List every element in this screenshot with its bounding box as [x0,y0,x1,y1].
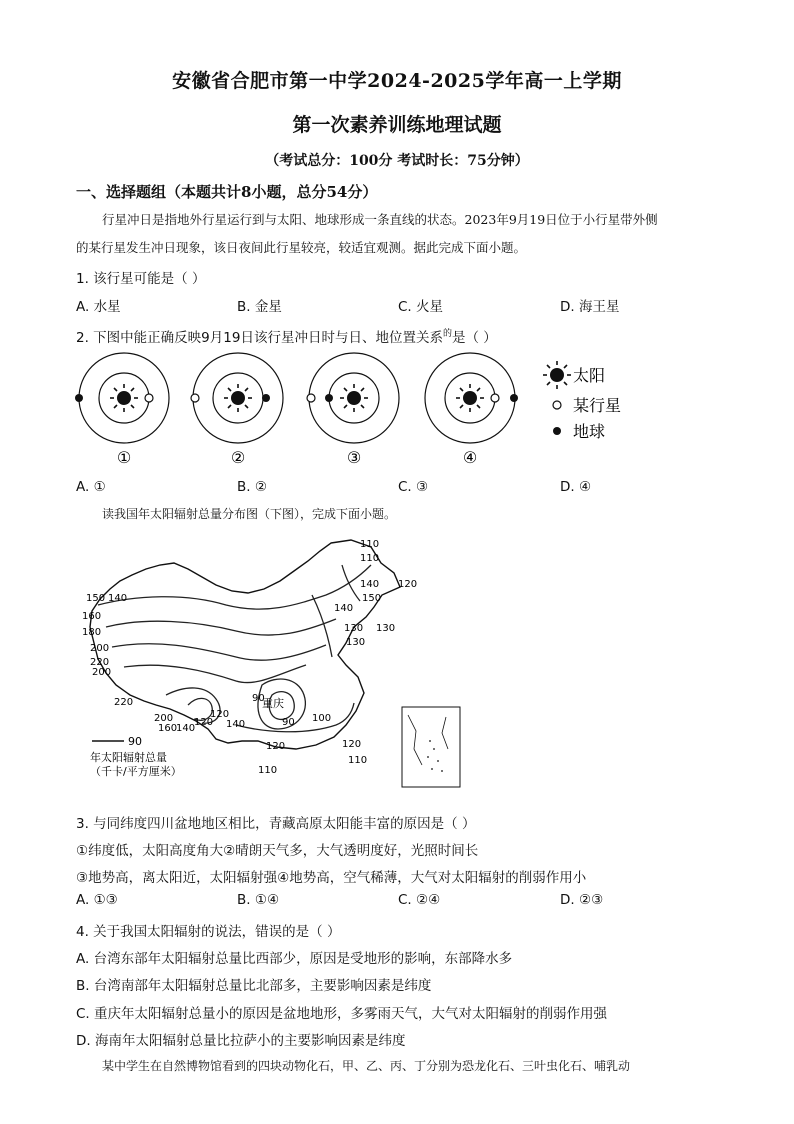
isoline-label: 220 [90,657,110,668]
isoline-label: 220 [114,697,134,708]
isoline-label: 120 [398,579,418,590]
isoline-label: 150 [86,593,106,604]
q3-option-c[interactable]: C. ②④ [398,892,441,908]
q2-option-a[interactable]: A. ① [76,479,106,495]
q1-option-c[interactable]: C. 火星 [398,299,444,315]
exam-info: （考试总分：100分 考试时长：75分钟） [265,153,529,169]
legend-sun: 太阳 [573,366,606,385]
planet-icon [553,401,561,409]
q1-option-b[interactable]: B. 金星 [237,299,282,315]
orbit-diagrams [70,350,650,470]
intro-paragraph-2: 读我国年太阳辐射总量分布图（下图），完成下面小题。 [102,507,397,521]
q3-statement-line-1: ①纬度低，太阳高度角大②晴朗天气多，大气透明度好，光照时间长 [76,843,479,859]
isoline-label: 140 [334,603,354,614]
isoline-label: 130 [346,637,366,648]
q3-option-b[interactable]: B. ①④ [237,892,280,908]
isoline-label: 110 [360,539,380,550]
isoline-label: 90 [282,717,295,728]
isoline-label: 160 [82,611,102,622]
isolines [98,565,371,732]
diagram-1 [75,353,169,443]
q4-option-a[interactable]: A. 台湾东部年太阳辐射总量比西部少，原因是受地形的影响，东部降水多 [76,951,513,967]
q3-option-d[interactable]: D. ②③ [560,892,604,908]
q3-statement-line-2: ③地势高，离太阳近，太阳辐射强④地势高，空气稀薄，大气对太阳辐射的削弱作用小 [76,870,587,886]
map-legend-value: 90 [128,735,142,748]
page-subtitle: 第一次素养训练地理试题 [292,114,502,136]
isoline-label: 110 [258,765,278,776]
isoline-label: 120 [266,741,286,752]
diagram-2 [191,353,283,443]
intro-paragraph-3: 某中学生在自然博物馆看到的四块动物化石，甲、乙、丙、丁分别为恐龙化石、三叶虫化石、哺乳动 [102,1059,631,1073]
earth-icon [553,427,561,435]
q2-option-d[interactable]: D. ④ [560,479,592,495]
diagram-label-2: ② [230,448,246,467]
q4-option-b[interactable]: B. 台湾南部年太阳辐射总量比北部多，主要影响因素是纬度 [76,978,432,994]
diagram-4 [425,353,518,443]
map-legend-title: 年太阳辐射总量 [90,751,167,764]
diagram-legend [543,361,621,441]
question-4-stem: 4. 关于我国太阳辐射的说法，错误的是（ ） [76,924,341,940]
isoline-label: 150 [362,593,382,604]
intro-line: 的某行星发生冲日现象，该日夜间此行星较亮，较适宜观测。据此完成下面小题。 [76,240,527,255]
map-city-chongqing: 重庆 [262,697,284,710]
isoline-label: 120 [342,739,362,750]
legend-planet: 某行星 [573,396,622,415]
q2-option-b[interactable]: B. ② [237,479,267,495]
section-heading: 一、选择题组（本题共计8小题，总分54分） [76,183,378,201]
isoline-label: 200 [92,667,112,678]
map-legend-unit: （千卡/平方厘米） [90,765,182,778]
q4-option-c[interactable]: C. 重庆年太阳辐射总量小的原因是盆地地形，多雾雨天气，大气对太阳辐射的削弱作用强 [76,1006,608,1022]
isoline-label: 120 [210,709,230,720]
diagram-3 [307,353,399,443]
legend-earth: 地球 [573,422,606,441]
isoline-label: 90 [252,693,265,704]
isoline-label: 180 [82,627,102,638]
sun-icon [543,361,571,389]
isoline-label: 130 [344,623,364,634]
question-2-stem: 2. 下图中能正确反映9月19日该行星冲日时与日、地位置关系$^的$是（ ） [76,329,497,346]
page-title: 安徽省合肥市第一中学2024-2025学年高一上学期 [172,70,622,92]
isoline-label: 100 [312,713,332,724]
intro-paragraph-1 [76,206,726,262]
south-china-sea-inset [402,707,460,787]
isoline-label: 110 [360,553,380,564]
isoline-label: 140 [108,593,128,604]
q1-option-d[interactable]: D. 海王星 [560,299,620,315]
isoline-label: 120 [194,717,214,728]
isoline-label: 140 [226,719,246,730]
diagram-label-4: ④ [462,448,478,467]
isoline-label: 140 [360,579,380,590]
diagram-label-1: ① [116,448,132,467]
q1-option-a[interactable]: A. 水星 [76,299,121,315]
isoline-label: 140 [176,723,196,734]
isoline-label: 110 [348,755,368,766]
question-1-stem: 1. 该行星可能是（ ） [76,271,206,287]
diagram-label-3: ③ [346,448,362,467]
q3-option-a[interactable]: A. ①③ [76,892,118,908]
question-3-stem: 3. 与同纬度四川盆地地区相比，青藏高原太阳能丰富的原因是（ ） [76,816,476,832]
isoline-label: 160 [158,723,178,734]
isoline-label: 130 [376,623,396,634]
isoline-label: 200 [90,643,110,654]
q4-option-d[interactable]: D. 海南年太阳辐射总量比拉萨小的主要影响因素是纬度 [76,1033,406,1049]
intro-line: 行星冲日是指地外行星运行到与太阳、地球形成一条直线的状态。2023年9月19日位于小行星带外侧 [102,212,658,227]
q2-option-c[interactable]: C. ③ [398,479,429,495]
isoline-label: 200 [154,713,174,724]
solar-radiation-map [76,535,466,795]
